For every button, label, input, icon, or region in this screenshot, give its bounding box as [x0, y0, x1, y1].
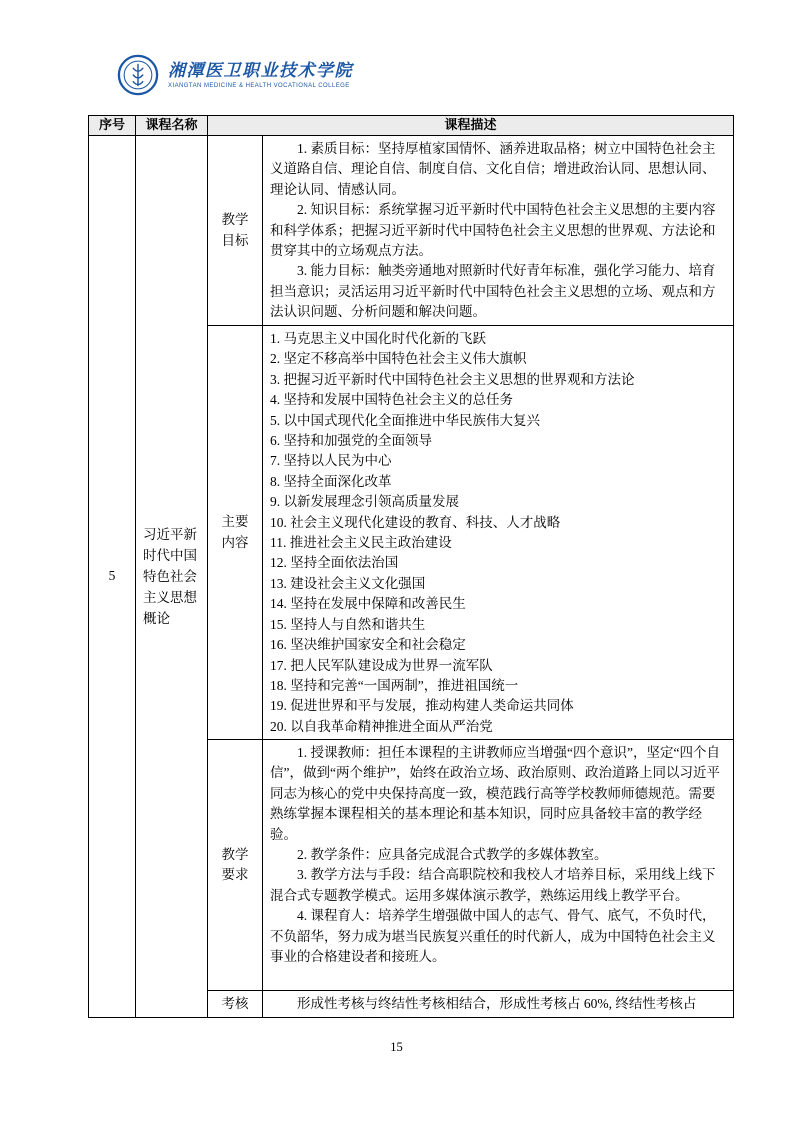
main-content-item: 1. 马克思主义中国化时代化新的飞跃: [270, 331, 486, 346]
section-label-assessment: 考核: [208, 991, 263, 1018]
college-emblem-icon: [117, 54, 159, 96]
main-content-item: 16. 坚决维护国家安全和社会稳定: [270, 637, 466, 653]
college-name-cn: 湘潭医卫职业技术学院: [168, 61, 353, 81]
column-header-course-description: 课程描述: [208, 116, 734, 136]
main-content-item: 19. 促进世界和平与发展，推动构建人类命运共同体: [270, 698, 574, 714]
section-teaching-requirements: [263, 740, 734, 991]
main-content-item: 6. 坚持和加强党的全面领导: [270, 433, 432, 449]
course-description-table: [88, 115, 734, 1018]
main-content-item: 13. 建设社会主义文化强国: [270, 575, 426, 591]
requirements-paragraph-1: 1. 授课教师：担任本课程的主讲教师应当增强“四个意识”，坚定“四个自信”，做到“两个维护”，始终在政治立场、政治原则、政治道路上同以习近平同志为核心的党中央保持高度一致，模范践行高等学校教师师德规范。需要熟练掌握本课程相关的基本理论和基本知识，同时应具备较丰富的教学经验。: [270, 745, 720, 842]
main-content-item: 2. 坚定不移高举中国特色社会主义伟大旗帜: [270, 351, 527, 367]
course-name-cell: [136, 136, 208, 1018]
section-main-content: [263, 326, 734, 740]
main-content-item: 14. 坚持在发展中保障和改善民生: [270, 596, 466, 612]
main-content-item: 7. 坚持以人民为中心: [270, 453, 392, 469]
main-content-item: 17. 把人民军队建设成为世界一流军队: [270, 657, 493, 673]
course-name: 习近平新时代中国特色社会主义思想概论: [143, 527, 197, 626]
main-content-item: 10. 社会主义现代化建设的教育、科技、人才战略: [270, 514, 561, 530]
column-header-serial-no: 序号: [89, 116, 136, 136]
main-content-item: 20. 以自我革命精神推进全面从严治党: [270, 718, 493, 734]
main-content-item: 18. 坚持和完善“一国两制”，推进祖国统一: [270, 677, 519, 693]
main-content-item: 9. 以新发展理念引领高质量发展: [270, 494, 459, 510]
college-name-block: [168, 61, 353, 89]
section-teaching-objectives: [263, 136, 734, 326]
objectives-paragraph-2: 2. 知识目标：系统掌握习近平新时代中国特色社会主义思想的主要内容和科学体系；把握习近平新时代中国特色社会主义思想的世界观、方法论和贯穿其中的立场观点方法。: [270, 202, 716, 259]
main-content-item: 5. 以中国式现代化全面推进中华民族伟大复兴: [270, 412, 540, 428]
main-content-item: 15. 坚持人与自然和谐共生: [270, 616, 426, 632]
section-label-teaching-objectives: 教学目标: [208, 136, 263, 326]
main-content-item: 8. 坚持全面深化改革: [270, 473, 392, 489]
objectives-paragraph-1: 1. 素质目标：坚持厚植家国情怀、涵养进取品格；树立中国特色社会主义道路自信、理论自信、制度自信、文化自信；增进政治认同、思想认同、理论认同、情感认同。: [270, 141, 716, 197]
main-content-item: 11. 推进社会主义民主政治建设: [270, 535, 452, 551]
main-content-item: 3. 把握习近平新时代中国特色社会主义思想的世界观和方法论: [270, 371, 635, 387]
column-header-course-name: 课程名称: [136, 116, 208, 136]
main-content-item: 4. 坚持和发展中国特色社会主义的总任务: [270, 392, 513, 408]
requirements-paragraph-4: 4. 课程育人：培养学生增强做中国人的志气、骨气、底气，不负时代，不负韶华，努力成为堪当民族复兴重任的时代新人，成为中国特色社会主义事业的合格建设者和接班人。: [270, 908, 716, 965]
main-content-item: 12. 坚持全面依法治国: [270, 555, 399, 571]
course-serial-no: 5: [89, 136, 136, 1018]
page-number: 15: [390, 1040, 403, 1054]
college-name-en: XIANGTAN MEDICINE & HEALTH VOCATIONAL COLLEGE: [168, 82, 350, 89]
objectives-paragraph-3: 3. 能力目标：触类旁通地对照新时代好青年标准，强化学习能力、培育担当意识；灵活运用习近平新时代中国特色社会主义思想的立场、观点和方法认识问题、分析问题和解决问题。: [270, 263, 716, 320]
college-logo: [117, 54, 353, 96]
section-label-main-content: 主要内容: [208, 326, 263, 740]
section-assessment: [263, 991, 734, 1018]
requirements-paragraph-3: 3. 教学方法与手段：结合高职院校和我校人才培养目标，采用线上线下混合式专题教学模式。运用多媒体演示教学，熟练运用线上教学平台。: [270, 867, 716, 903]
section-label-teaching-requirements: 教学要求: [208, 740, 263, 991]
requirements-paragraph-2: 2. 教学条件：应具备完成混合式教学的多媒体教室。: [297, 847, 608, 863]
assessment-text: 形成性考核与终结性考核相结合，形成性考核占 60%, 终结性考核占: [297, 996, 697, 1011]
